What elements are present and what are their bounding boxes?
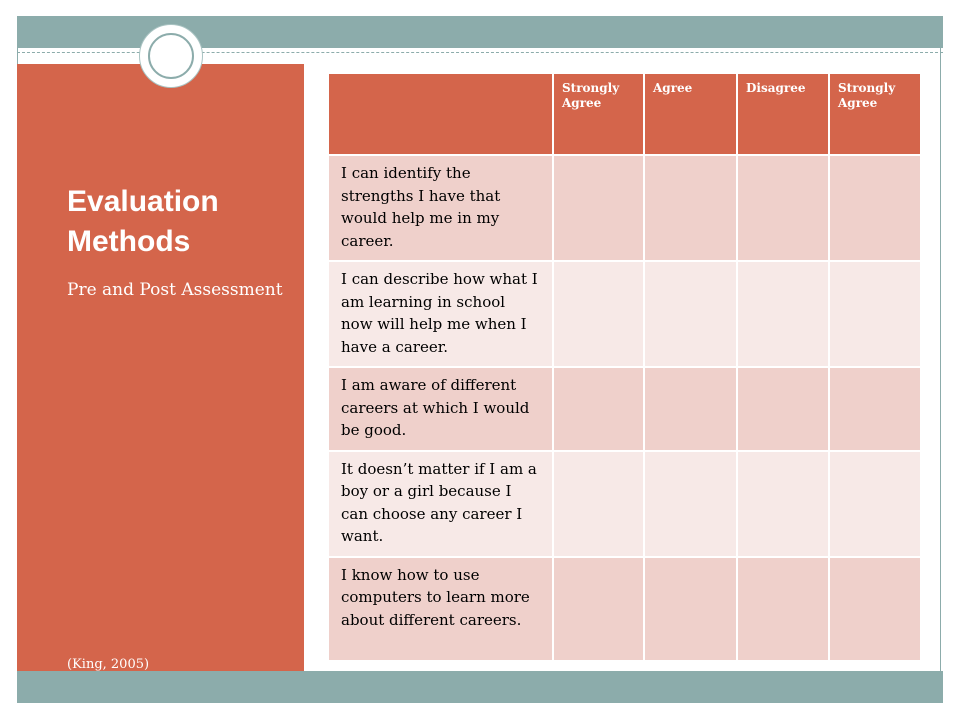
assessment-table: [327, 72, 922, 662]
decorative-circle-icon: [139, 24, 203, 88]
response-cell[interactable]: [829, 451, 921, 557]
slide-subtitle: Pre and Post Assessment: [67, 280, 283, 300]
header-agree: Agree: [644, 73, 737, 155]
title-sidebar: [17, 64, 304, 671]
header-strongly-agree-2: Strongly Agree: [829, 73, 921, 155]
response-cell[interactable]: [829, 367, 921, 451]
response-cell[interactable]: [644, 557, 737, 661]
response-cell[interactable]: [644, 367, 737, 451]
table-row: [328, 261, 921, 367]
response-cell[interactable]: [737, 451, 829, 557]
response-cell[interactable]: [644, 451, 737, 557]
response-cell[interactable]: [737, 261, 829, 367]
response-cell[interactable]: [737, 367, 829, 451]
response-cell[interactable]: [644, 155, 737, 261]
header-corner: [328, 73, 553, 155]
response-cell[interactable]: [553, 451, 644, 557]
header-strongly-agree: Strongly Agree: [553, 73, 644, 155]
response-cell[interactable]: [553, 261, 644, 367]
table-row: [328, 367, 921, 451]
table-row: [328, 155, 921, 261]
table-row: [328, 557, 921, 661]
response-cell[interactable]: [829, 261, 921, 367]
statement-cell: It doesn’t matter if I am a boy or a girl because I can choose any career I want.: [328, 451, 553, 557]
response-cell[interactable]: [829, 557, 921, 661]
response-cell[interactable]: [553, 557, 644, 661]
table-header-row: [328, 73, 921, 155]
response-cell[interactable]: [644, 261, 737, 367]
response-cell[interactable]: [829, 155, 921, 261]
statement-cell: I know how to use computers to learn more about different careers.: [328, 557, 553, 661]
response-cell[interactable]: [553, 367, 644, 451]
statement-cell: I can identify the strengths I have that would help me in my career.: [328, 155, 553, 261]
citation: (King, 2005): [67, 657, 150, 672]
response-cell[interactable]: [553, 155, 644, 261]
bottom-decorative-band: [17, 671, 943, 703]
statement-cell: I can describe how what I am learning in school now will help me when I have a career.: [328, 261, 553, 367]
header-disagree: Disagree: [737, 73, 829, 155]
response-cell[interactable]: [737, 155, 829, 261]
statement-cell: I am aware of different careers at which I would be good.: [328, 367, 553, 451]
response-cell[interactable]: [737, 557, 829, 661]
decorative-ring: [148, 33, 194, 79]
slide-title: Evaluation Methods: [67, 185, 219, 258]
table-row: [328, 451, 921, 557]
